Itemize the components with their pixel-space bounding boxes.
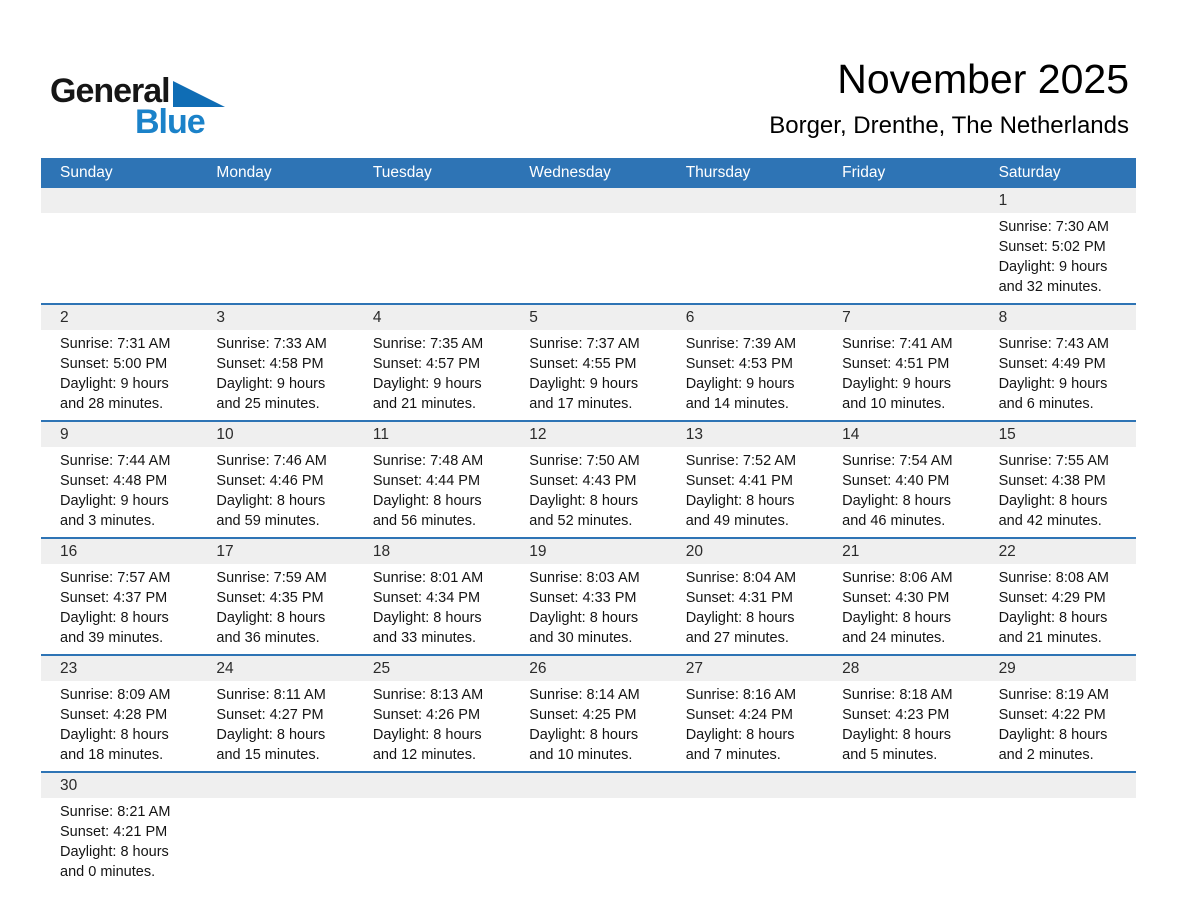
- daylight-minutes-line: and 36 minutes.: [216, 630, 320, 646]
- day-cell: [354, 539, 510, 654]
- day-number: 15: [980, 422, 1136, 447]
- weekday-wednesday: Wednesday: [529, 164, 611, 181]
- sunset-line: Sunset: 4:49 PM: [998, 356, 1106, 372]
- day-number: 30: [41, 773, 197, 798]
- daylight-hours-line: Daylight: 9 hours: [685, 376, 795, 392]
- daylight-minutes-line: and 10 minutes.: [529, 747, 633, 763]
- sunrise-line: Sunrise: 7:43 AM: [998, 336, 1109, 352]
- sunrise-line: Sunrise: 8:21 AM: [60, 804, 171, 820]
- daylight-hours-line: Daylight: 9 hours: [60, 376, 169, 392]
- daylight-hours-line: Daylight: 9 hours: [529, 376, 639, 392]
- daylight-minutes-line: and 12 minutes.: [372, 747, 477, 763]
- day-details: [510, 564, 666, 654]
- day-number: 19: [510, 539, 666, 564]
- daylight-hours-line: Daylight: 8 hours: [60, 727, 169, 743]
- day-number: 14: [823, 422, 979, 447]
- weekday-thursday: Thursday: [685, 164, 751, 181]
- empty-day-cell: [510, 773, 666, 888]
- sunset-line: Sunset: 4:28 PM: [60, 707, 168, 723]
- day-number: 8: [980, 305, 1136, 330]
- daylight-minutes-line: and 14 minutes.: [685, 396, 789, 412]
- daylight-hours-line: Daylight: 9 hours: [372, 376, 482, 392]
- day-details: [41, 798, 197, 888]
- daylight-hours-line: Daylight: 9 hours: [60, 493, 169, 509]
- day-cell: [667, 422, 823, 537]
- daylight-minutes-line: and 5 minutes.: [842, 747, 938, 763]
- day-cell: [980, 305, 1136, 420]
- day-cell: [980, 539, 1136, 654]
- daylight-minutes-line: and 49 minutes.: [685, 513, 789, 529]
- day-number: 23: [41, 656, 197, 681]
- daylight-minutes-line: and 24 minutes.: [842, 630, 946, 646]
- sunset-line: Sunset: 4:35 PM: [216, 590, 324, 606]
- sunrise-line: Sunrise: 7:39 AM: [685, 336, 797, 352]
- sunrise-line: Sunrise: 8:16 AM: [685, 687, 797, 703]
- day-details: [197, 681, 353, 771]
- day-cell: [41, 539, 197, 654]
- sunset-line: Sunset: 4:24 PM: [685, 707, 793, 723]
- week-row: [41, 188, 1136, 303]
- day-details: [197, 564, 353, 654]
- week-row: [41, 420, 1136, 537]
- daylight-minutes-line: and 6 minutes.: [998, 396, 1094, 412]
- empty-day-cell: [354, 188, 510, 303]
- day-details: [197, 447, 353, 537]
- daylight-minutes-line: and 30 minutes.: [529, 630, 633, 646]
- day-cell: [197, 305, 353, 420]
- day-cell: [197, 539, 353, 654]
- day-details: [980, 564, 1136, 654]
- day-cell: [823, 422, 979, 537]
- sunrise-line: Sunrise: 8:13 AM: [372, 687, 484, 703]
- day-number: [510, 773, 666, 798]
- day-details: [667, 447, 823, 537]
- day-details: [354, 564, 510, 654]
- sunrise-line: Sunrise: 7:52 AM: [685, 453, 797, 469]
- day-number: 10: [197, 422, 353, 447]
- daylight-minutes-line: and 18 minutes.: [60, 747, 164, 763]
- day-number: [354, 773, 510, 798]
- sunset-line: Sunset: 4:53 PM: [685, 356, 793, 372]
- day-cell: [41, 773, 197, 888]
- day-details: [354, 330, 510, 420]
- day-cell: [667, 656, 823, 771]
- daylight-hours-line: Daylight: 9 hours: [842, 376, 951, 392]
- day-details: [41, 681, 197, 771]
- daylight-minutes-line: and 0 minutes.: [60, 864, 156, 880]
- sunset-line: Sunset: 4:25 PM: [529, 707, 637, 723]
- day-cell: [354, 422, 510, 537]
- day-details: [667, 330, 823, 420]
- page-titles: [769, 56, 1129, 140]
- sunset-line: Sunset: 4:33 PM: [529, 590, 637, 606]
- week-row: [41, 303, 1136, 420]
- day-number: [980, 773, 1136, 798]
- weekday-friday: Friday: [842, 164, 886, 181]
- daylight-hours-line: Daylight: 8 hours: [372, 610, 482, 626]
- sunset-line: Sunset: 4:27 PM: [216, 707, 324, 723]
- sunset-line: Sunset: 4:22 PM: [998, 707, 1106, 723]
- day-number: 28: [823, 656, 979, 681]
- weekday-tuesday: Tuesday: [372, 164, 432, 181]
- sunset-line: Sunset: 4:30 PM: [842, 590, 950, 606]
- day-details: [667, 681, 823, 771]
- day-details: [510, 447, 666, 537]
- day-number: 17: [197, 539, 353, 564]
- day-details: [41, 447, 197, 537]
- sunrise-line: Sunrise: 7:44 AM: [60, 453, 171, 469]
- day-details: [41, 330, 197, 420]
- sunrise-line: Sunrise: 7:55 AM: [998, 453, 1109, 469]
- location-subtitle: Borger, Drenthe, The Netherlands: [769, 112, 1129, 140]
- daylight-minutes-line: and 46 minutes.: [842, 513, 946, 529]
- sunset-line: Sunset: 4:46 PM: [216, 473, 324, 489]
- day-number: [41, 188, 197, 213]
- day-number: 3: [197, 305, 353, 330]
- sunrise-line: Sunrise: 8:14 AM: [529, 687, 640, 703]
- daylight-hours-line: Daylight: 8 hours: [998, 493, 1108, 509]
- sunset-line: Sunset: 4:58 PM: [216, 356, 324, 372]
- day-cell: [980, 656, 1136, 771]
- daylight-minutes-line: and 21 minutes.: [998, 630, 1102, 646]
- daylight-minutes-line: and 10 minutes.: [842, 396, 946, 412]
- daylight-hours-line: Daylight: 8 hours: [60, 610, 169, 626]
- daylight-minutes-line: and 27 minutes.: [685, 630, 789, 646]
- daylight-hours-line: Daylight: 8 hours: [529, 493, 639, 509]
- empty-day-cell: [197, 773, 353, 888]
- day-number: 21: [823, 539, 979, 564]
- sunrise-line: Sunrise: 8:19 AM: [998, 687, 1109, 703]
- daylight-hours-line: Daylight: 9 hours: [998, 259, 1108, 275]
- sunrise-line: Sunrise: 7:59 AM: [216, 570, 327, 586]
- day-details: [41, 564, 197, 654]
- day-details: [510, 681, 666, 771]
- day-number: [667, 188, 823, 213]
- day-details: [823, 681, 979, 771]
- sunrise-line: Sunrise: 7:54 AM: [842, 453, 953, 469]
- day-number: 18: [354, 539, 510, 564]
- day-number: [667, 773, 823, 798]
- daylight-hours-line: Daylight: 8 hours: [216, 727, 326, 743]
- day-number: 24: [197, 656, 353, 681]
- empty-day-cell: [510, 188, 666, 303]
- sunset-line: Sunset: 4:23 PM: [842, 707, 950, 723]
- empty-day-cell: [41, 188, 197, 303]
- daylight-minutes-line: and 3 minutes.: [60, 513, 156, 529]
- sunset-line: Sunset: 4:55 PM: [529, 356, 637, 372]
- day-number: 26: [510, 656, 666, 681]
- daylight-hours-line: Daylight: 9 hours: [216, 376, 326, 392]
- sunset-line: Sunset: 4:38 PM: [998, 473, 1106, 489]
- day-cell: [41, 422, 197, 537]
- day-number: [510, 188, 666, 213]
- day-details: [823, 564, 979, 654]
- daylight-minutes-line: and 25 minutes.: [216, 396, 320, 412]
- daylight-hours-line: Daylight: 8 hours: [216, 493, 326, 509]
- sunrise-line: Sunrise: 8:03 AM: [529, 570, 640, 586]
- daylight-hours-line: Daylight: 8 hours: [529, 727, 639, 743]
- empty-day-cell: [980, 773, 1136, 888]
- sunrise-line: Sunrise: 7:41 AM: [842, 336, 953, 352]
- sunset-line: Sunset: 4:41 PM: [685, 473, 793, 489]
- day-number: 27: [667, 656, 823, 681]
- day-number: 11: [354, 422, 510, 447]
- day-number: 1: [980, 188, 1136, 213]
- sunset-line: Sunset: 4:40 PM: [842, 473, 950, 489]
- day-cell: [823, 656, 979, 771]
- daylight-minutes-line: and 28 minutes.: [60, 396, 164, 412]
- daylight-minutes-line: and 59 minutes.: [216, 513, 320, 529]
- sunset-line: Sunset: 4:21 PM: [60, 824, 168, 840]
- weeks: [41, 188, 1136, 888]
- weekday-sunday: Sunday: [60, 164, 113, 181]
- day-details: [510, 330, 666, 420]
- daylight-minutes-line: and 56 minutes.: [372, 513, 477, 529]
- daylight-minutes-line: and 2 minutes.: [998, 747, 1094, 763]
- daylight-minutes-line: and 15 minutes.: [216, 747, 320, 763]
- day-details: [980, 330, 1136, 420]
- day-details: [667, 564, 823, 654]
- day-cell: [510, 656, 666, 771]
- sunset-line: Sunset: 4:29 PM: [998, 590, 1106, 606]
- day-number: [823, 773, 979, 798]
- sunset-line: Sunset: 4:43 PM: [529, 473, 637, 489]
- sunset-line: Sunset: 4:51 PM: [842, 356, 950, 372]
- day-cell: [510, 305, 666, 420]
- empty-day-cell: [667, 773, 823, 888]
- sunrise-line: Sunrise: 7:46 AM: [216, 453, 327, 469]
- daylight-minutes-line: and 33 minutes.: [372, 630, 477, 646]
- daylight-hours-line: Daylight: 8 hours: [685, 493, 795, 509]
- daylight-hours-line: Daylight: 8 hours: [216, 610, 326, 626]
- day-cell: [41, 305, 197, 420]
- day-number: 6: [667, 305, 823, 330]
- day-number: 25: [354, 656, 510, 681]
- day-details: [354, 447, 510, 537]
- sunrise-line: Sunrise: 7:57 AM: [60, 570, 171, 586]
- weekday-monday: Monday: [216, 164, 272, 181]
- day-number: 5: [510, 305, 666, 330]
- sunrise-line: Sunrise: 8:11 AM: [216, 687, 326, 703]
- sunset-line: Sunset: 4:44 PM: [372, 473, 481, 489]
- day-cell: [667, 539, 823, 654]
- daylight-minutes-line: and 39 minutes.: [60, 630, 164, 646]
- sunset-line: Sunset: 4:34 PM: [372, 590, 481, 606]
- day-cell: [197, 422, 353, 537]
- day-number: 2: [41, 305, 197, 330]
- calendar-table: [41, 158, 1136, 888]
- day-number: [354, 188, 510, 213]
- day-number: 29: [980, 656, 1136, 681]
- day-details: [354, 681, 510, 771]
- daylight-hours-line: Daylight: 8 hours: [842, 727, 951, 743]
- day-number: 20: [667, 539, 823, 564]
- day-number: 13: [667, 422, 823, 447]
- day-cell: [197, 656, 353, 771]
- sunrise-line: Sunrise: 7:33 AM: [216, 336, 327, 352]
- weekday-saturday: Saturday: [998, 164, 1061, 181]
- daylight-hours-line: Daylight: 8 hours: [685, 727, 795, 743]
- day-number: 16: [41, 539, 197, 564]
- day-details: [980, 681, 1136, 771]
- sunset-line: Sunset: 4:48 PM: [60, 473, 168, 489]
- empty-day-cell: [823, 188, 979, 303]
- day-details: [980, 213, 1136, 303]
- daylight-hours-line: Daylight: 8 hours: [998, 727, 1108, 743]
- daylight-hours-line: Daylight: 8 hours: [372, 493, 482, 509]
- day-cell: [510, 422, 666, 537]
- day-number: 22: [980, 539, 1136, 564]
- day-cell: [354, 305, 510, 420]
- sunrise-line: Sunrise: 8:18 AM: [842, 687, 953, 703]
- day-cell: [823, 539, 979, 654]
- day-details: [197, 330, 353, 420]
- sunset-line: Sunset: 4:37 PM: [60, 590, 168, 606]
- month-title: November 2025: [837, 56, 1129, 102]
- daylight-hours-line: Daylight: 9 hours: [998, 376, 1108, 392]
- daylight-hours-line: Daylight: 8 hours: [842, 493, 951, 509]
- sunset-line: Sunset: 5:02 PM: [998, 239, 1106, 255]
- sunset-line: Sunset: 4:57 PM: [372, 356, 481, 372]
- daylight-hours-line: Daylight: 8 hours: [60, 844, 169, 860]
- sunrise-line: Sunrise: 7:35 AM: [372, 336, 484, 352]
- daylight-minutes-line: and 21 minutes.: [372, 396, 477, 412]
- daylight-minutes-line: and 52 minutes.: [529, 513, 633, 529]
- week-row: [41, 654, 1136, 771]
- empty-day-cell: [197, 188, 353, 303]
- day-cell: [354, 656, 510, 771]
- empty-day-cell: [667, 188, 823, 303]
- sunrise-line: Sunrise: 7:31 AM: [60, 336, 171, 352]
- day-number: 7: [823, 305, 979, 330]
- logo-text-blue: Blue: [135, 103, 205, 141]
- day-number: [823, 188, 979, 213]
- day-details: [980, 447, 1136, 537]
- sunrise-line: Sunrise: 7:30 AM: [998, 219, 1109, 235]
- sunrise-line: Sunrise: 7:48 AM: [372, 453, 484, 469]
- weekday-header-row: [41, 158, 1136, 188]
- daylight-minutes-line: and 7 minutes.: [685, 747, 781, 763]
- day-details: [823, 447, 979, 537]
- sunrise-line: Sunrise: 7:50 AM: [529, 453, 640, 469]
- week-row: [41, 537, 1136, 654]
- sunrise-line: Sunrise: 8:08 AM: [998, 570, 1109, 586]
- daylight-minutes-line: and 42 minutes.: [998, 513, 1102, 529]
- daylight-hours-line: Daylight: 8 hours: [842, 610, 951, 626]
- daylight-hours-line: Daylight: 8 hours: [998, 610, 1108, 626]
- sunset-line: Sunset: 4:31 PM: [685, 590, 793, 606]
- sunrise-line: Sunrise: 8:09 AM: [60, 687, 171, 703]
- daylight-hours-line: Daylight: 8 hours: [529, 610, 639, 626]
- general-blue-logo: [50, 74, 225, 139]
- daylight-minutes-line: and 17 minutes.: [529, 396, 633, 412]
- day-cell: [667, 305, 823, 420]
- daylight-minutes-line: and 32 minutes.: [998, 279, 1102, 295]
- sunset-line: Sunset: 5:00 PM: [60, 356, 168, 372]
- day-cell: [41, 656, 197, 771]
- sunset-line: Sunset: 4:26 PM: [372, 707, 481, 723]
- week-row: [41, 771, 1136, 888]
- day-number: 12: [510, 422, 666, 447]
- daylight-hours-line: Daylight: 8 hours: [685, 610, 795, 626]
- day-number: 4: [354, 305, 510, 330]
- sunrise-line: Sunrise: 8:04 AM: [685, 570, 797, 586]
- day-details: [823, 330, 979, 420]
- sunrise-line: Sunrise: 8:01 AM: [372, 570, 484, 586]
- sunrise-line: Sunrise: 7:37 AM: [529, 336, 640, 352]
- empty-day-cell: [354, 773, 510, 888]
- day-cell: [980, 188, 1136, 303]
- day-number: [197, 188, 353, 213]
- sunrise-line: Sunrise: 8:06 AM: [842, 570, 953, 586]
- day-number: [197, 773, 353, 798]
- empty-day-cell: [823, 773, 979, 888]
- day-cell: [510, 539, 666, 654]
- day-cell: [823, 305, 979, 420]
- day-number: 9: [41, 422, 197, 447]
- day-cell: [980, 422, 1136, 537]
- daylight-hours-line: Daylight: 8 hours: [372, 727, 482, 743]
- logo-text-general: General: [50, 72, 170, 110]
